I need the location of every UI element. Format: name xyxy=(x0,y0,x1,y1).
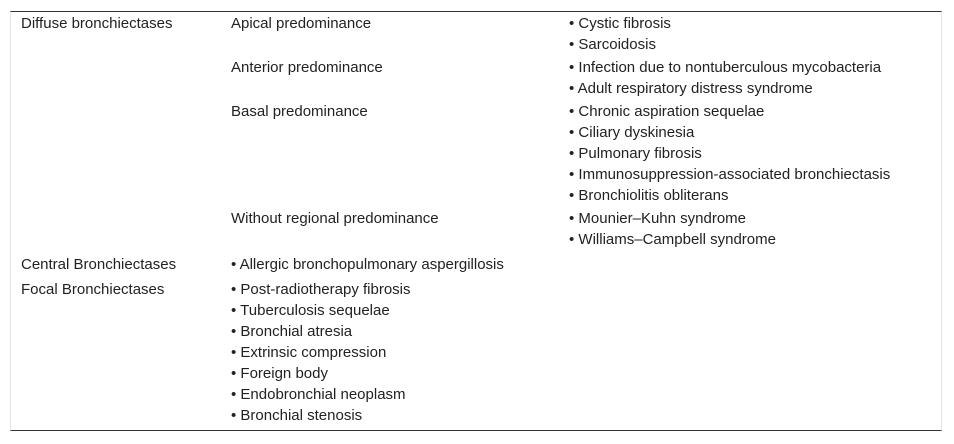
cause-list-central xyxy=(231,254,504,275)
row-category-central: Central Bronchiectases xyxy=(21,256,177,273)
list-item: • Post-radiotherapy fibrosis xyxy=(231,281,411,298)
list-item: • Bronchial stenosis xyxy=(231,407,363,424)
list-item: • Pulmonary fibrosis xyxy=(569,145,702,162)
subgroup-no-regional: Without regional predominance xyxy=(231,210,439,227)
list-item: • Allergic bronchopulmonary aspergillosis xyxy=(231,256,504,273)
subgroup-anterior: Anterior predominance xyxy=(231,59,383,76)
list-item: • Chronic aspiration sequelae xyxy=(569,103,765,120)
cause-list-basal xyxy=(569,101,890,206)
list-item: • Endobronchial neoplasm xyxy=(231,386,406,403)
subgroup-apical: Apical predominance xyxy=(231,15,372,32)
cause-list-no-regional xyxy=(569,208,776,250)
list-item: • Ciliary dyskinesia xyxy=(569,124,695,141)
list-item: • Mounier–Kuhn syndrome xyxy=(569,210,747,227)
list-item: • Foreign body xyxy=(231,365,328,382)
list-item: • Bronchial atresia xyxy=(231,323,353,340)
list-item: • Extrinsic compression xyxy=(231,344,387,361)
list-item: • Williams–Campbell syndrome xyxy=(569,231,776,248)
list-item: • Adult respiratory distress syndrome xyxy=(569,80,813,97)
list-item: • Immunosuppression-associated bronchiectasis xyxy=(569,166,891,183)
subgroup-basal: Basal predominance xyxy=(231,103,368,120)
list-item: • Cystic fibrosis xyxy=(569,15,671,32)
row-category-focal: Focal Bronchiectases xyxy=(21,281,165,298)
list-item: • Sarcoidosis xyxy=(569,36,656,53)
list-item: • Bronchiolitis obliterans xyxy=(569,187,729,204)
row-category-diffuse: Diffuse bronchiectases xyxy=(21,15,173,32)
list-item: • Infection due to nontuberculous mycobacteria xyxy=(569,59,882,76)
list-item: • Tuberculosis sequelae xyxy=(231,302,390,319)
cause-list-anterior xyxy=(569,57,881,99)
cause-list-focal xyxy=(231,279,411,426)
cause-list-apical xyxy=(569,13,671,55)
